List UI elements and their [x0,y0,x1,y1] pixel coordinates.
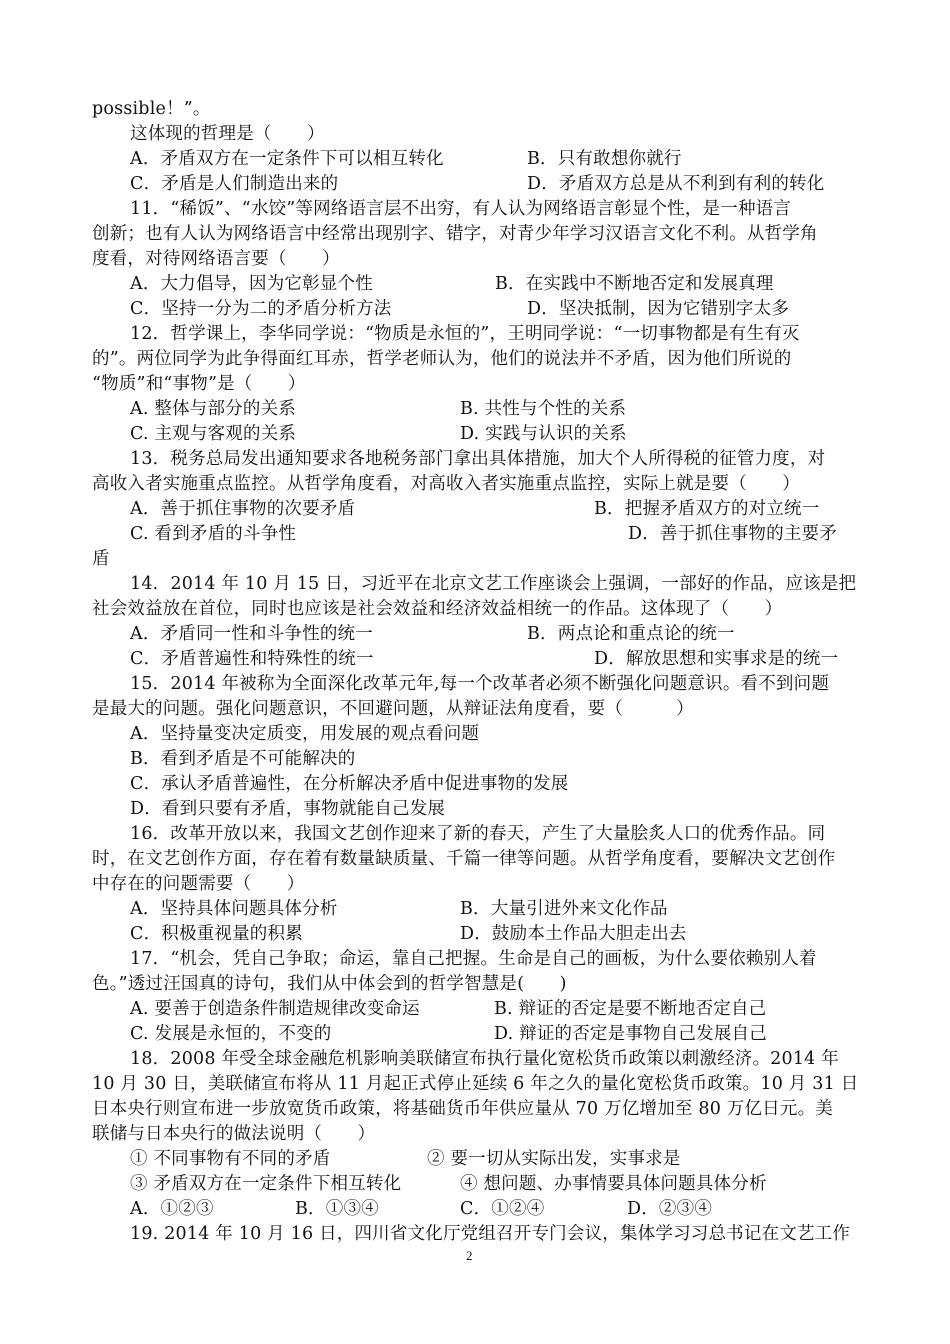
text-line: 色。”透过汪国真的诗句，我们从中体会到的哲学智慧是( ) [92,974,567,994]
text-line: 中存在的问题需要（ ） [92,874,305,894]
option-b: B．把握矛盾双方的对立统一 [594,499,820,519]
option-c: C．坚持一分为二的矛盾分析方法 [130,299,392,319]
option-d: D．解放思想和实事求是的统一 [594,649,839,669]
statement-1: ① 不同事物有不同的矛盾 [130,1149,331,1169]
question-16: 16．改革开放以来，我国文艺创作迎来了新的春天，产生了大量脍炙人口的优秀作品。同 [130,824,826,844]
option-b: B．大量引进外来文化作品 [460,899,668,919]
option-a: A．善于抓住事物的次要矛盾 [130,499,356,519]
option-d: D．②③④ [627,1199,713,1219]
option-c: C．积极重视量的积累 [130,924,303,944]
text-line: 10 月 30 日，美联储宣布将从 11 月起正式停止延续 6 年之久的量化宽松货币政策。10 月 31 日 [92,1074,859,1094]
question-18: 18．2008 年受全球金融危机影响美联储宣布执行量化宽松货币政策以刺激经济。2014 年 [130,1049,839,1069]
text-line: 度看，对待网络语言要（ ） [92,249,340,269]
text-line: 社会效益放在首位，同时也应该是社会效益和经济效益相统一的作品。这体现了（ ） [92,599,783,619]
text-line: 是最大的问题。强化问题意识，不回避问题，从辩证法角度看，要（ ） [92,699,694,719]
statement-2: ② 要一切从实际出发，实事求是 [427,1149,681,1169]
option-a: A．①②③ [130,1199,214,1219]
option-a: A. 整体与部分的关系 [130,399,296,419]
statement-3: ③ 矛盾双方在一定条件下相互转化 [130,1174,402,1194]
option-b: B．看到矛盾是不可能解决的 [130,749,356,769]
option-a: A．坚持具体问题具体分析 [130,899,338,919]
question-15: 15．2014 年被称为全面深化改革元年,每一个改革者必须不断强化问题意识。看不到问题 [130,674,830,694]
text-line: 的”。两位同学为此争得面红耳赤，哲学老师认为，他们的说法并不矛盾，因为他们所说的 [92,349,792,369]
option-a: A．矛盾双方在一定条件下可以相互转化 [130,149,444,169]
option-c: C. 主观与客观的关系 [130,424,297,444]
option-c: C．矛盾是人们制造出来的 [130,174,339,194]
statement-4: ④ 想问题、办事情要具体问题具体分析 [460,1174,767,1194]
text-line: 时，在文艺创作方面，存在着有数量缺质量、千篇一律等问题。从哲学角度看，要解决文艺创作 [92,849,836,869]
option-b: B．只有敢想你就行 [527,149,682,169]
option-d: D．鼓励本土作品大胆走出去 [460,924,687,944]
option-a: A. 要善于创造条件制造规律改变命运 [130,999,420,1019]
option-c: C．矛盾普遍性和特殊性的统一 [130,649,374,669]
option-a: A．坚持量变决定质变，用发展的观点看问题 [130,724,480,744]
option-d: D．看到只要有矛盾，事物就能自己发展 [130,799,446,819]
question-17: 17．“机会，凭自己争取；命运，靠自己把握。生命是自己的画板，为什么要依赖别人着 [130,949,817,969]
option-b: B．两点论和重点论的统一 [527,624,735,644]
page-number: 2 [466,1248,473,1263]
question-12: 12．哲学课上，李华同学说：“物质是永恒的”，王明同学说：“一切事物都是有生有灭 [130,324,800,344]
option-b: B．在实践中不断地否定和发展真理 [495,274,774,294]
text-line: possible！”。 [92,99,211,119]
text-line: 联储与日本央行的做法说明（ ） [92,1124,376,1144]
text-line: 创新；也有人认为网络语言中经常出现别字、错字，对青少年学习汉语言文化不利。从哲学角 [92,224,818,244]
text-line: 盾 [92,549,110,569]
option-a: A．矛盾同一性和斗争性的统一 [130,624,373,644]
option-d: D．善于抓住事物的主要矛 [628,524,837,544]
option-a: A．大力倡导，因为它彰显个性 [130,274,373,294]
question-stem: 这体现的哲理是（ ） [130,124,325,144]
option-c: C. 看到矛盾的斗争性 [130,524,297,544]
question-14: 14．2014 年 10 月 15 日，习近平在北京文艺工作座谈会上强调，一部好的作品，应该是把 [130,574,857,594]
option-b: B. 共性与个性的关系 [460,399,627,419]
option-c: C. 发展是永恒的，不变的 [130,1024,332,1044]
question-19: 19. 2014 年 10 月 16 日，四川省文化厅党组召开专门会议，集体学习习总书记在文艺工作 [130,1224,851,1244]
text-line: 日本央行则宣布进一步放宽货币政策，将基础货币年供应量从 70 万亿增加至 80 万亿日元。美 [92,1099,833,1119]
option-b: B. 辩证的否定是要不断地否定自己 [494,999,767,1019]
option-d: D．矛盾双方总是从不利到有利的转化 [527,174,825,194]
text-line: “物质”和“事物”是（ ） [92,374,306,394]
option-d: D. 辩证的否定是事物自己发展自己 [494,1024,767,1044]
question-11: 11．“稀饭”、“水饺”等网络语言层不出穷，有人认为网络语言彰显个性，是一种语言 [130,199,792,219]
option-d: D．坚决抵制，因为它错别字太多 [527,299,790,319]
text-line: 高收入者实施重点监控。从哲学角度看，对高收入者实施重点监控，实际上就是要（ ） [92,474,800,494]
option-d: D. 实践与认识的关系 [460,424,627,444]
question-13: 13．税务总局发出通知要求各地税务部门拿出具体措施，加大个人所得税的征管力度，对 [130,449,826,469]
option-b: B．①③④ [295,1199,379,1219]
option-c: C．①②④ [460,1199,545,1219]
option-c: C．承认矛盾普遍性，在分析解决矛盾中促进事物的发展 [130,774,569,794]
